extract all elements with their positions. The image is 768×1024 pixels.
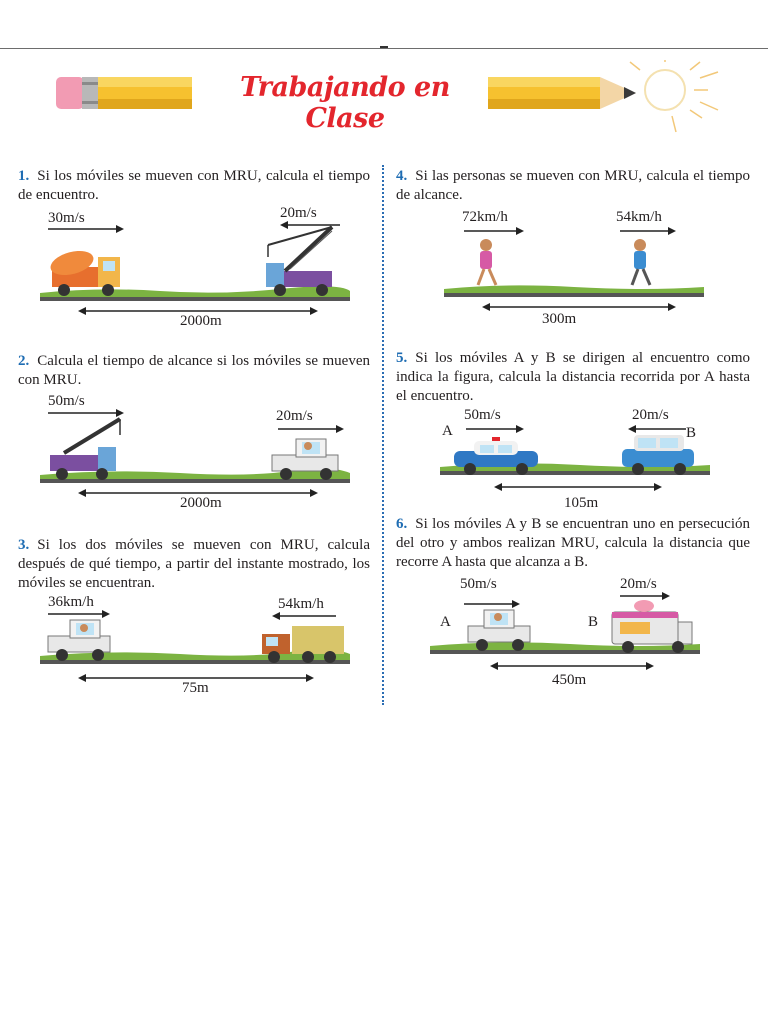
problem-6 xyxy=(396,515,750,572)
distance-label: 2000m xyxy=(180,495,222,511)
left-speed: 30m/s xyxy=(48,210,85,226)
problem-3 xyxy=(18,536,370,593)
distance-label: 105m xyxy=(564,495,599,511)
mixer-truck-icon xyxy=(48,247,120,296)
top-rule-mark xyxy=(380,46,388,48)
right-speed: 20m/s xyxy=(280,205,317,221)
page-title: Trabajando en Clase xyxy=(240,72,450,134)
left-speed: 72km/h xyxy=(462,209,508,225)
problem-number: 4. xyxy=(396,168,408,184)
problem-text: Si los móviles A y B se encuentran uno en persecución del otro y ambos realizan MRU, calcula la distancia que recorre A hasta que alcanza a B. xyxy=(396,516,750,570)
figure-5 xyxy=(440,405,710,513)
figure-4 xyxy=(444,207,704,327)
crane-truck-icon xyxy=(266,227,332,296)
distance-label: 75m xyxy=(182,680,209,696)
problem-number: 5. xyxy=(396,350,408,366)
cargo-truck-icon xyxy=(262,626,344,663)
runner-icon xyxy=(632,239,650,285)
crane-truck-icon xyxy=(50,419,120,480)
label-b: B xyxy=(588,614,599,630)
distance-label: 300m xyxy=(542,311,577,327)
left-speed: 36km/h xyxy=(48,594,94,610)
problem-text: Si los móviles se mueven con MRU, calcula el tiempo de encuentro. xyxy=(18,168,370,203)
lightbulb-icon xyxy=(645,70,685,110)
left-speed: 50m/s xyxy=(460,576,497,592)
problem-number: 2. xyxy=(18,353,30,369)
problem-1 xyxy=(18,167,370,205)
distance-label: 2000m xyxy=(180,313,222,329)
top-rule xyxy=(0,48,768,49)
problem-number: 3. xyxy=(18,537,30,553)
problem-number: 6. xyxy=(396,516,408,532)
label-a: A xyxy=(442,423,453,439)
problem-text: Si las personas se mueven con MRU, calcula el tiempo de alcance. xyxy=(396,168,750,203)
food-truck-icon xyxy=(612,600,692,653)
distance-label: 450m xyxy=(552,672,587,688)
left-speed: 50m/s xyxy=(48,393,85,409)
figure-1 xyxy=(40,205,350,335)
problem-4 xyxy=(396,167,750,205)
label-a: A xyxy=(440,614,451,630)
left-speed: 50m/s xyxy=(464,407,501,423)
problem-2 xyxy=(18,352,370,390)
right-speed: 20m/s xyxy=(620,576,657,592)
problem-text: Si los dos móviles se mueven con MRU, calcula después de qué tiempo, a partir del instante mostrado, los móviles se encuentran. xyxy=(18,537,370,591)
problem-number: 1. xyxy=(18,168,30,184)
eraser-icon xyxy=(56,77,84,109)
column-divider xyxy=(382,165,384,705)
right-speed: 54km/h xyxy=(616,209,662,225)
right-speed: 20m/s xyxy=(632,407,669,423)
right-speed: 54km/h xyxy=(278,596,324,612)
problem-text: Si los móviles A y B se dirigen al encuentro como indica la figura, calcula la distancia recorrida por A hasta el encuentro. xyxy=(396,350,750,404)
right-speed: 20m/s xyxy=(276,408,313,424)
figure-3 xyxy=(40,592,350,704)
problem-text: Calcula el tiempo de alcance si los móviles se mueven con MRU. xyxy=(18,353,370,388)
label-b: B xyxy=(686,425,697,441)
figure-2 xyxy=(40,393,350,521)
runner-icon xyxy=(478,239,496,285)
problem-5 xyxy=(396,349,750,406)
figure-6 xyxy=(430,574,700,688)
